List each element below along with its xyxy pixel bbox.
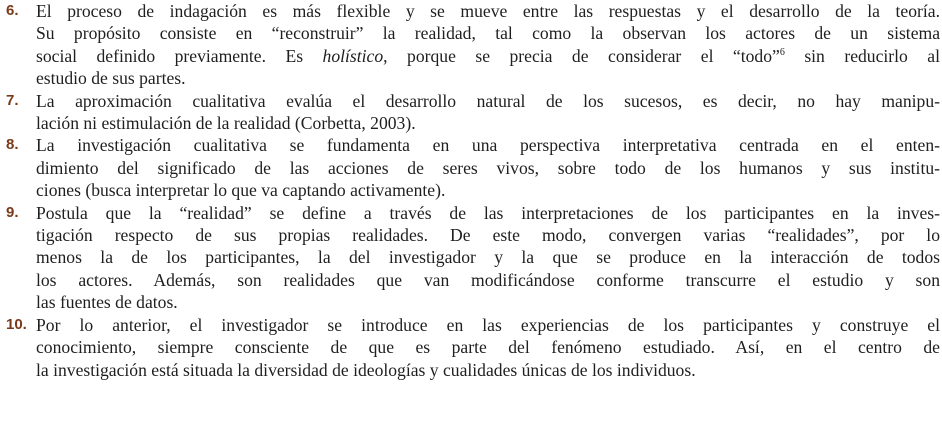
text-line: Su propósito consiste en “reconstruir” la realidad, tal como la observan los actores de un sistema xyxy=(36,23,940,44)
text-line: la investigación está situada la diversidad de ideologías y cualidades únicas de los individuos. xyxy=(36,359,696,380)
item-number: 8. xyxy=(6,136,19,154)
text-line: El proceso de indagación es más flexible y se mueve entre las respuestas y el desarrollo de la teoría. xyxy=(36,1,940,21)
text-line: estudio de sus partes. xyxy=(36,68,186,89)
text-line: lación ni estimulación de la realidad (Corbetta, 2003). xyxy=(36,113,416,134)
text-segment: social definido previamente. Es xyxy=(36,45,323,66)
text-line: dimiento del significado de las acciones de seres vivos, sobre todo de los humanos y sus institu- xyxy=(36,157,940,178)
footnote-marker: 6 xyxy=(779,46,785,58)
text-line xyxy=(36,45,940,67)
item-number: 10. xyxy=(6,315,27,333)
list-item-10 xyxy=(0,314,942,381)
item-number: 9. xyxy=(6,203,19,221)
list-item-7 xyxy=(0,90,942,135)
list-item-9 xyxy=(0,202,942,314)
list-item-8 xyxy=(0,134,942,201)
text-line: ciones (busca interpretar lo que va captando activamente). xyxy=(36,180,446,201)
list-item-6 xyxy=(0,0,942,90)
text-line: La aproximación cualitativa evalúa el desarrollo natural de los sucesos, es decir, no hay manipu- xyxy=(36,90,940,111)
text-line: tigación respecto de sus propias realidades. De este modo, convergen varias “realidades”, por lo xyxy=(36,225,940,246)
item-number: 6. xyxy=(6,2,19,19)
item-number: 7. xyxy=(6,91,19,109)
text-line: La investigación cualitativa se fundamenta en una perspectiva interpretativa centrada en el enten- xyxy=(36,135,940,156)
text-line: menos la de los participantes, la del investigador y la que se produce en la interacción de todos xyxy=(36,247,940,268)
italic-term: holístico xyxy=(322,45,384,66)
text-line: Por lo anterior, el investigador se introduce en las experiencias de los participantes y construye el xyxy=(36,314,940,335)
text-segment: sin reducirlo al xyxy=(784,45,941,66)
text-line: las fuentes de datos. xyxy=(36,292,178,313)
text-line: conocimiento, siempre consciente de que es parte del fenómeno estudiado. Así, en el centro de xyxy=(36,337,940,358)
text-line: Postula que la “realidad” se define a través de las interpretaciones de los participantes en la inves- xyxy=(36,202,940,223)
text-segment: , porque se precia de considerar el “todo” xyxy=(383,45,780,66)
text-line: los actores. Además, son realidades que van modificándose conforme transcurre el estudio y son xyxy=(36,269,940,290)
